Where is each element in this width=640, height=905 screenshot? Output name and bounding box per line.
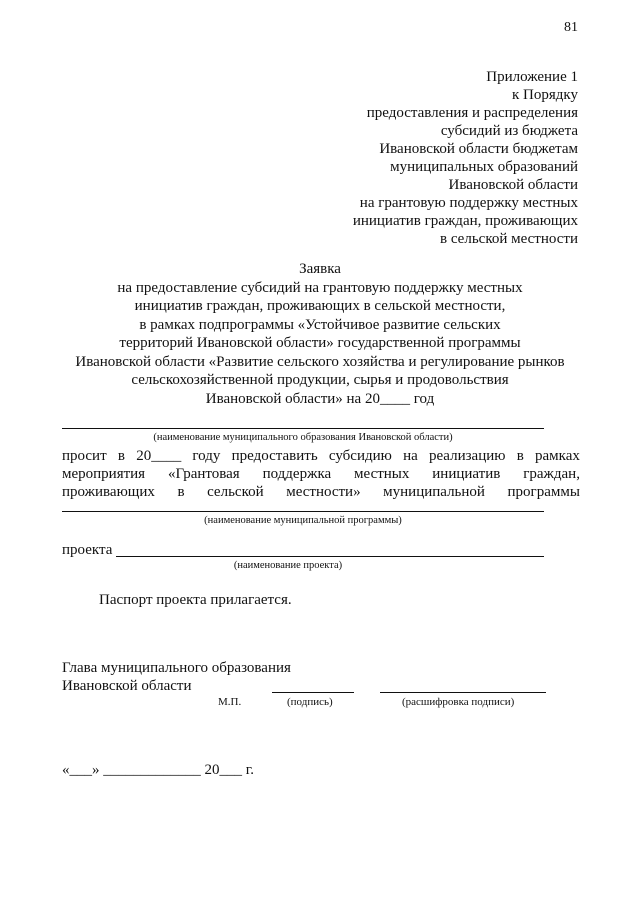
title-line: Ивановской области» на 20____ год bbox=[205, 390, 435, 407]
title-line: Ивановской области «Развитие сельского хозяйства и регулирование рынков bbox=[75, 353, 565, 370]
title-line: инициатив граждан, проживающих в сельской местности, bbox=[134, 298, 506, 314]
project-label: проекта bbox=[62, 542, 113, 558]
word: инициатив bbox=[432, 466, 501, 482]
word: реализацию bbox=[428, 448, 506, 464]
request-line bbox=[62, 483, 580, 501]
word: субсидию bbox=[328, 448, 392, 464]
word: мероприятия bbox=[62, 466, 146, 482]
title-line: территорий Ивановской области» государственной программы bbox=[119, 335, 521, 351]
application-title bbox=[60, 260, 580, 408]
project-name-field[interactable] bbox=[116, 556, 544, 557]
word: сельской bbox=[207, 484, 264, 500]
appendix-line: к Порядку bbox=[512, 87, 578, 103]
word: предоставить bbox=[231, 448, 318, 464]
program-name-field[interactable] bbox=[62, 511, 544, 512]
request-line bbox=[62, 465, 580, 483]
title-line: в рамках подпрограммы «Устойчивое развитие сельских bbox=[139, 316, 501, 333]
appendix-line: на грантовую поддержку местных bbox=[359, 195, 578, 211]
word: просит bbox=[62, 448, 107, 464]
request-line bbox=[62, 447, 580, 465]
word: в bbox=[177, 484, 185, 500]
signature-decoding-field[interactable] bbox=[380, 692, 546, 693]
appendix-line: муниципальных образований bbox=[390, 159, 578, 175]
appendix-line: Ивановской области bbox=[448, 177, 578, 193]
word: граждан, bbox=[523, 466, 580, 482]
word: проживающих bbox=[62, 484, 155, 500]
word: году bbox=[192, 448, 221, 464]
appendix-line: субсидий из бюджета bbox=[440, 123, 578, 139]
page-number: 81 bbox=[564, 20, 578, 35]
program-caption: (наименование муниципальной программы) bbox=[204, 515, 402, 526]
word: в bbox=[117, 448, 125, 464]
head-title-line-2: Ивановской области bbox=[62, 678, 192, 694]
appendix-block bbox=[353, 68, 578, 248]
appendix-line: предоставления и распределения bbox=[366, 105, 578, 121]
head-title-line-1: Глава муниципального образования bbox=[62, 660, 291, 676]
signature-caption: (подпись) bbox=[287, 696, 333, 708]
date-line[interactable]: «___» _____________ 20___ г. bbox=[62, 762, 254, 778]
title-heading: Заявка bbox=[299, 261, 341, 277]
municipality-caption: (наименование муниципального образования Ивановской области) bbox=[153, 432, 453, 443]
word: поддержка bbox=[262, 466, 332, 482]
signature-field[interactable] bbox=[272, 692, 354, 693]
word: местных bbox=[354, 466, 410, 482]
title-line: на предоставление субсидий на грантовую поддержку местных bbox=[117, 279, 523, 296]
passport-note: Паспорт проекта прилагается. bbox=[99, 592, 292, 608]
word: местности» bbox=[286, 484, 361, 500]
decoding-caption: (расшифровка подписи) bbox=[402, 696, 515, 708]
stamp-label: М.П. bbox=[218, 696, 242, 708]
year-field[interactable]: 20____ bbox=[136, 448, 182, 464]
appendix-line: Приложение 1 bbox=[486, 69, 578, 85]
word: на bbox=[403, 448, 418, 464]
project-caption: (наименование проекта) bbox=[233, 560, 343, 571]
word: «Грантовая bbox=[167, 466, 240, 482]
appendix-line: Ивановской области бюджетам bbox=[379, 141, 578, 157]
appendix-line: инициатив граждан, проживающих bbox=[352, 213, 578, 229]
word: рамках bbox=[535, 448, 580, 464]
word: муниципальной bbox=[383, 484, 485, 500]
municipality-name-field[interactable] bbox=[62, 428, 544, 429]
title-line: сельскохозяйственной продукции, сырья и продовольствия bbox=[131, 372, 509, 388]
appendix-line: в сельской местности bbox=[440, 231, 578, 247]
word: программы bbox=[507, 484, 580, 500]
word: в bbox=[516, 448, 524, 464]
